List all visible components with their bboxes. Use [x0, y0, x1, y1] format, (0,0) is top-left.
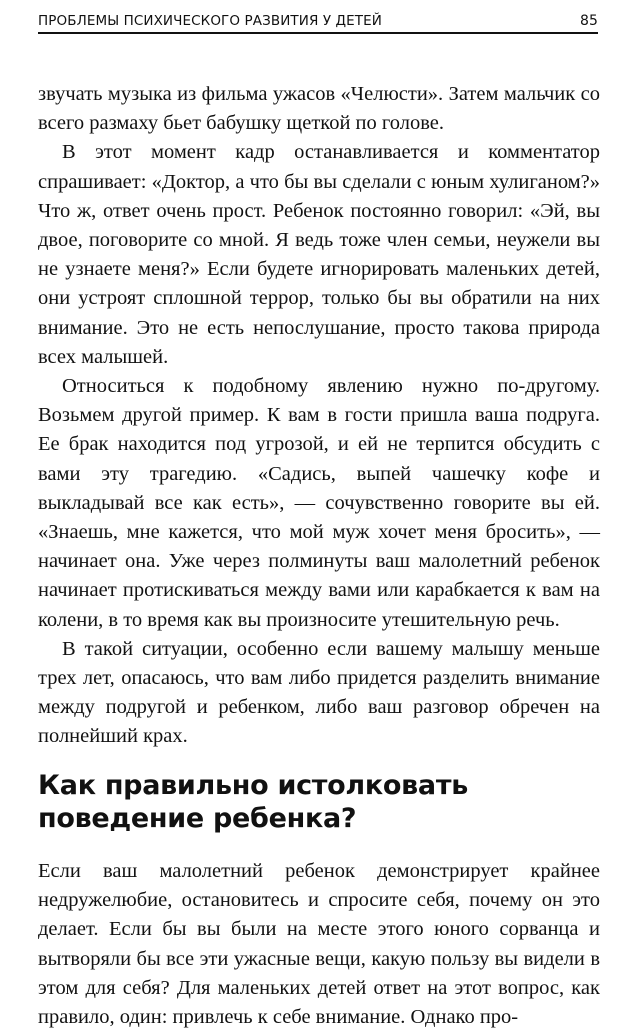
- section-heading: [38, 769, 600, 835]
- paragraph-continued: звучать музыка из фильма ужасов «Челюсти». Затем мальчик со всего размаху бьет бабушку щеткой по голове.: [38, 83, 600, 135]
- paragraph: В этот момент кадр останавливается и комментатор спрашивает: «Доктор, а что бы вы сделали с юным хулиганом?» Что ж, ответ очень прост. Ребенок постоянно говорил: «Эй, вы двое, поговорите со мной. Я ведь тоже член семьи, неужели вы не узнаете меня?» Если будете игнорировать маленьких детей, они устроят сплошной террор, только бы вы обратили на них внимание. Это не есть непослушание, просто такова природа всех малышей.: [38, 141, 600, 368]
- section-heading-line-2: поведение ребенка?: [38, 803, 357, 834]
- section-heading-line-1: Как правильно истолковать: [38, 770, 468, 801]
- page-number: 85: [579, 13, 598, 29]
- section-paragraph: Если ваш малолетний ребенок демонстрирует крайнее недружелюбие, остановитесь и спросите себя, почему он это делает. Если бы вы были на месте этого юного сорванца и вытворяли бы все эти ужасные вещи, какую пользу вы видели в этом для себя? Для маленьких детей ответ на этот вопрос, как правило, один: привлечь к себе внимание. Однако про-: [38, 860, 600, 1029]
- running-header: [38, 10, 598, 34]
- running-title: ПРОБЛЕМЫ ПСИХИЧЕСКОГО РАЗВИТИЯ У ДЕТЕЙ: [38, 13, 382, 29]
- main-text: [38, 80, 600, 752]
- paragraph: В такой ситуации, особенно если вашему малышу меньше трех лет, опасаюсь, что вам либо придется разделить внимание между подругой и ребенком, либо ваш разговор обречен на полнейший крах.: [38, 637, 600, 748]
- paragraph: Относиться к подобному явлению нужно по-другому. Возьмем другой пример. К вам в гости пришла ваша подруга. Ее брак находится под угрозой, и ей не терпится обсудить с вами эту трагедию. «Садись, выпей чашечку кофе и выкладывай все как есть», — сочувственно говорите вы ей. «Знаешь, мне кажется, что мой муж хочет меня бросить», — начинает она. Уже через полминуты ваш малолетний ребенок начинает протискиваться между вами или карабкается к вам на колени, в то время как вы произносите утешительную речь.: [38, 375, 600, 631]
- section-text: [38, 857, 600, 1032]
